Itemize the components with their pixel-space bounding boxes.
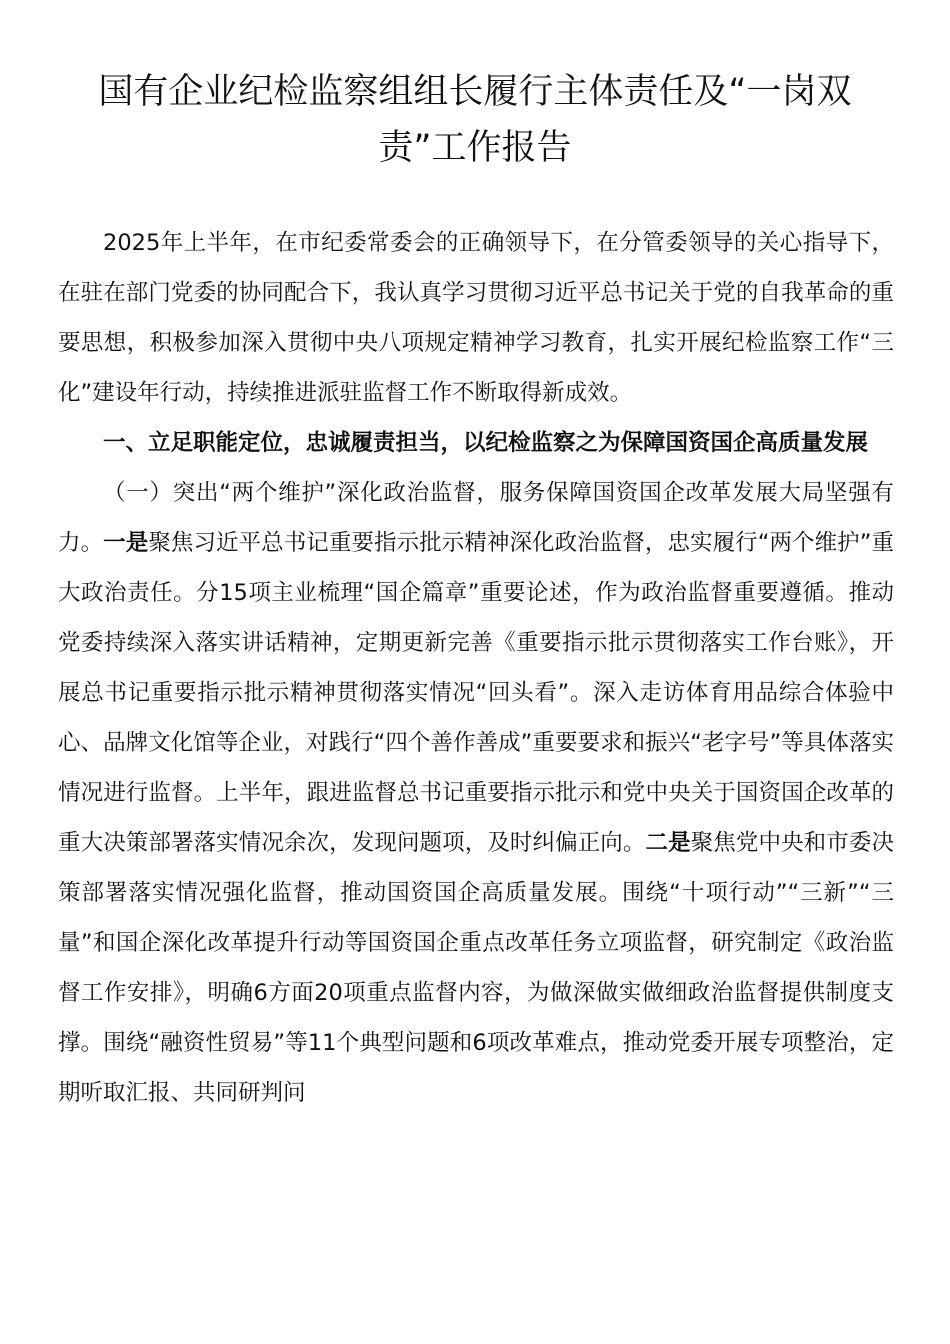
document-title: 国有企业纪检监察组组长履行主体责任及“一岗双责”工作报告 — [98, 72, 852, 168]
subsection-1-paragraph — [58, 468, 894, 1118]
point-2-label: 二是 — [645, 830, 691, 856]
point-2-text: 聚焦党中央和市委决策部署落实情况强化监督，推动国资国企高质量发展。围绕“十项行动”“三新”“三量”和国企深化改革提升行动等国资国企重点改革任务立项监督，研究制定《政治监督工作安排》，明确6方面20项重点监督内容，为做深做实做细政治监督提供制度支撑。围绕“融资性贸易”等11个典型问题和6项改革难点，推动党委开展专项整治，定期听取汇报、共同研判问 — [58, 830, 894, 1106]
subsection-1-lead: （一）突出“两个维护”深化政治监督，服务保障国资国企改革发展大局坚强有力。 — [58, 480, 894, 556]
section-1-heading: 一、立足职能定位，忠诚履责担当，以纪检监察之为保障国资国企高质量发展 — [103, 430, 869, 456]
point-1-text: 聚焦习近平总书记重要指示批示精神深化政治监督，忠实履行“两个维护”重大政治责任。分15项主业梳理“国企篇章”重要论述，作为政治监督重要遵循。推动党委持续深入落实讲话精神，定期更新完善《重要指示批示贯彻落实工作台账》，开展总书记重要指示批示精神贯彻落实情况“回头看”。深入走访体育用品综合体验中心、品牌文化馆等企业，对践行“四个善作善成”重要要求和振兴“老字号”等具体落实情况进行监督。上半年，跟进监督总书记重要指示批示和党中央关于国资国企改革的重大决策部署落实情况余次，发现问题项，及时纠偏正向。 — [58, 530, 894, 856]
point-1-label: 一是 — [103, 530, 149, 556]
document-body — [58, 218, 894, 1118]
intro-paragraph: 2025年上半年，在市纪委常委会的正确领导下，在分管委领导的关心指导下，在驻在部门党委的协同配合下，我认真学习贯彻习近平总书记关于党的自我革命的重要思想，积极参加深入贯彻中央八项规定精神学习教育，扎实开展纪检监察工作“三化”建设年行动，持续推进派驻监督工作不断取得新成效。 — [58, 230, 894, 406]
